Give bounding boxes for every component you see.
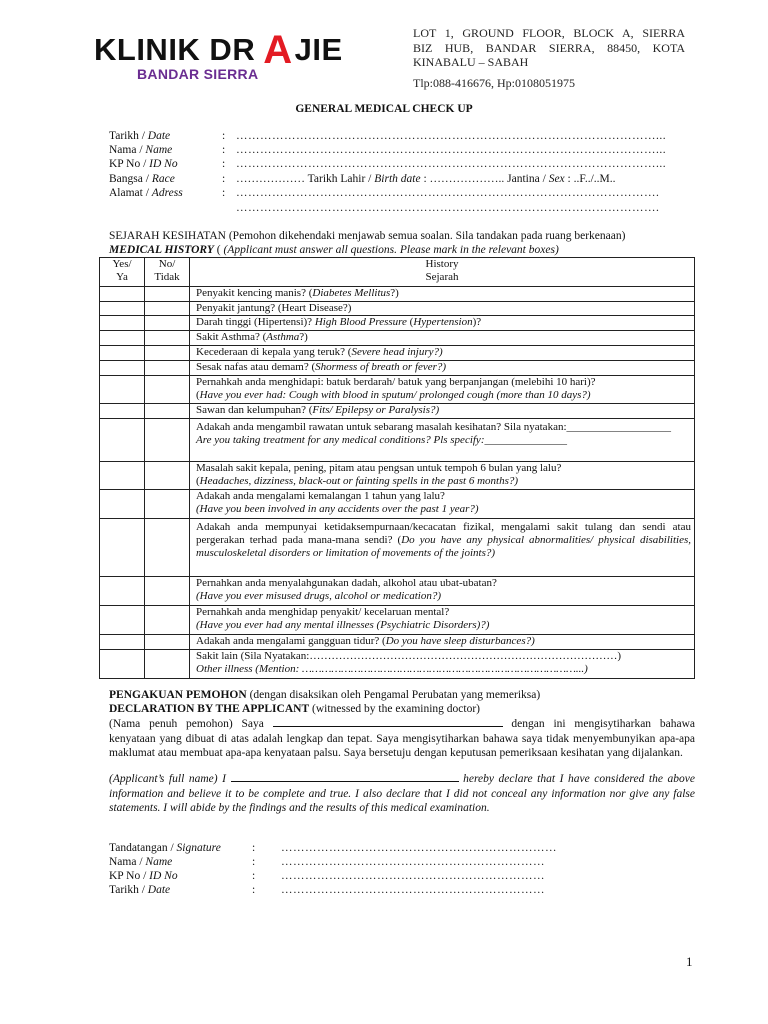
field-race-label: Bangsa / Race [109, 173, 175, 185]
yes-checkbox[interactable] [100, 376, 145, 404]
yes-checkbox[interactable] [100, 346, 145, 361]
no-checkbox[interactable] [145, 287, 190, 302]
field-birth-date-input[interactable]: : ……………….. [420, 173, 508, 185]
no-checkbox[interactable] [145, 606, 190, 635]
question-other-illness: Sakit lain (Sila Nyatakan:…………………………………………………………………………) Other illness (Mention: …………………………………………………………………………...) [190, 650, 695, 679]
signature-id-row[interactable]: KP No / ID No : ………………………………………………………… [109, 870, 545, 882]
address-line-2: BIZ HUB, BANDAR SIERRA, 88450, KOTA [413, 40, 685, 55]
logo-subtitle: BANDAR SIERRA [137, 66, 259, 82]
yes-checkbox[interactable] [100, 650, 145, 679]
yes-checkbox[interactable] [100, 287, 145, 302]
no-checkbox[interactable] [145, 361, 190, 376]
question-headaches: Masalah sakit kepala, pening, pitam atau pengsan untuk tempoh 6 bulan yang lalu? (Headaches, dizziness, black-out or fainting spells in the past 6 months?) [190, 462, 695, 490]
no-checkbox[interactable] [145, 577, 190, 606]
signature-label: Tandatangan / Signature [109, 842, 221, 854]
yes-checkbox[interactable] [100, 577, 145, 606]
question-accidents: Adakah anda mengalami kemalangan 1 tahun yang lalu? (Have you been involved in any accidents over the past 1 year?) [190, 490, 695, 519]
question-cough: Pernahkah anda menghidapi: batuk berdarah/ batuk yang berpanjangan (melebihi 10 hari)? (Have you ever had: Cough with blood in sputum/ prolonged cough (more than 10 days?) [190, 376, 695, 404]
question-head-injury: Kecederaan di kepala yang teruk? (Severe head injury?) [190, 346, 695, 361]
signature-date-input[interactable]: ………………………………………………………… [281, 884, 545, 896]
question-asthma: Sakit Asthma? (Asthma?) [190, 331, 695, 346]
yes-checkbox[interactable] [100, 302, 145, 316]
declaration-text-ms: (Nama penuh pemohon) Saya dengan ini mengisytiharkan bahawa kenyataan yang dibuat di atas adalah lengkap dan tepat. Saya mengisytiharkan bahawa saya tidak menyembunyikan apa-apa maklumat atau membuat apa-apa kenyataan palsu. Saya bersetuju dengan keputusan pemeriksaan kesihatan yang dijalankan. [109, 718, 695, 759]
form-title: GENERAL MEDICAL CHECK UP [295, 103, 473, 115]
table-row [100, 577, 695, 606]
no-checkbox[interactable] [145, 346, 190, 361]
no-checkbox[interactable] [145, 519, 190, 577]
clinic-address [413, 26, 685, 70]
medical-history-table [99, 257, 695, 679]
table-row [100, 346, 695, 361]
yes-checkbox[interactable] [100, 404, 145, 419]
field-id-label: KP No / ID No [109, 158, 178, 170]
table-row [100, 316, 695, 331]
table-row [100, 650, 695, 679]
signature-date-row[interactable]: Tarikh / Date : ………………………………………………………… [109, 884, 545, 896]
address-line-1: LOT 1, GROUND FLOOR, BLOCK A, SIERRA [413, 26, 685, 40]
table-header-row [100, 258, 695, 287]
full-name-input-en[interactable] [231, 771, 459, 782]
question-breath-fever: Sesak nafas atau demam? (Shormess of breath or fever?) [190, 361, 695, 376]
yes-checkbox[interactable] [100, 361, 145, 376]
field-race-birth-sex[interactable]: ……………… Tarikh Lahir / Birth date : ……………….. Jantina / Sex : ..F../..M.. [236, 173, 616, 185]
field-address-input[interactable]: ……………………………………………………………………………………………. [236, 187, 660, 199]
field-date-label: Tarikh / Date [109, 130, 171, 142]
question-physical-abnormalities: Adakah anda mempunyai ketidaksempurnaan/kecacatan fizikal, mengalami sakit tulang dan sendi atau pergerakan terhad pada mana-mana sendi? (Do you have any physical abnormalities/ physical disabilities, musculoskeletal disorders or limitation of movements of the joints?) [190, 519, 695, 577]
signature-id-input[interactable]: ………………………………………………………… [281, 870, 545, 882]
field-address-input-2[interactable]: ……………………………………………………………………………………………. [236, 202, 660, 214]
signature-name-row[interactable]: Nama / Name : ………………………………………………………… [109, 856, 545, 868]
declaration-heading-en: DECLARATION BY THE APPLICANT (witnessed by the examining doctor) [109, 703, 480, 715]
field-address-label: Alamat / Adress [109, 187, 183, 199]
no-checkbox[interactable] [145, 462, 190, 490]
table-row [100, 635, 695, 650]
table-row [100, 376, 695, 404]
no-checkbox[interactable] [145, 419, 190, 462]
yes-checkbox[interactable] [100, 419, 145, 462]
table-row [100, 490, 695, 519]
no-checkbox[interactable] [145, 404, 190, 419]
no-checkbox[interactable] [145, 302, 190, 316]
no-checkbox[interactable] [145, 635, 190, 650]
table-row [100, 462, 695, 490]
field-sex-input[interactable]: : ..F../..M.. [564, 173, 616, 185]
logo-letter-a: A [263, 28, 293, 72]
question-sleep: Adakah anda mengalami gangguan tidur? (Do you have sleep disturbances?) [190, 635, 695, 650]
question-diabetes: Penyakit kencing manis? (Diabetes Mellitus?) [190, 287, 695, 302]
clinic-phone: Tlp:088-416676, Hp:0108051975 [413, 76, 575, 90]
signature-name-input[interactable]: ………………………………………………………… [281, 856, 545, 868]
column-history: History Sejarah [190, 258, 695, 287]
table-row [100, 287, 695, 302]
question-treatment: Adakah anda mengambil rawatan untuk sebarang masalah kesihatan? Sila nyatakan:___________________ Are you taking treatment for any medical conditions? Pls specify:_______________ [190, 419, 695, 462]
table-row [100, 404, 695, 419]
history-heading-ms: SEJARAH KESIHATAN (Pemohon dikehendaki menjawab semua soalan. Sila tandakan pada ruang berkenaan) [109, 230, 626, 242]
question-drugs-alcohol: Pernahkan anda menyalahgunakan dadah, alkohol atau ubat-ubatan? (Have you ever misused drugs, alcohol or medication?) [190, 577, 695, 606]
field-race-input[interactable]: ……………… [236, 173, 308, 185]
yes-checkbox[interactable] [100, 331, 145, 346]
table-row [100, 419, 695, 462]
field-id-input[interactable]: ……………………………………………………………………………………………... [236, 158, 667, 170]
address-line-3: KINABALU – SABAH [413, 55, 529, 69]
signature-name-label: Nama / Name [109, 856, 173, 868]
table-row [100, 606, 695, 635]
declaration-text-en: (Applicant’s full name) I hereby declare that I have considered the above information and believe it to be complete and true. I also declare that I did not conceal any information nor give any false statements. I will abide by the findings and the results of this medical examination. [109, 773, 695, 814]
yes-checkbox[interactable] [100, 462, 145, 490]
column-no: No/ Tidak [145, 258, 190, 287]
field-name-label: Nama / Name [109, 144, 173, 156]
yes-checkbox[interactable] [100, 490, 145, 519]
declaration-heading-ms: PENGAKUAN PEMOHON (dengan disaksikan oleh Pengamal Perubatan yang memeriksa) [109, 689, 541, 701]
question-fits-epilepsy: Sawan dan kelumpuhan? (Fits/ Epilepsy or Paralysis?) [190, 404, 695, 419]
field-name-input[interactable]: ……………………………………………………………………………………………... [236, 144, 667, 156]
column-yes: Yes/ Ya [100, 258, 145, 287]
logo-text-left: KLINIK DR [94, 32, 256, 67]
table-row [100, 331, 695, 346]
page-number: 1 [686, 954, 693, 969]
table-row [100, 519, 695, 577]
yes-checkbox[interactable] [100, 635, 145, 650]
history-heading-en: MEDICAL HISTORY ( (Applicant must answer all questions. Please mark in the relevant boxes) [109, 244, 559, 256]
clinic-logo [94, 28, 343, 72]
no-checkbox[interactable] [145, 376, 190, 404]
signature-date-label: Tarikh / Date [109, 884, 171, 896]
question-hypertension: Darah tinggi (Hipertensi)? High Blood Pressure (Hypertension)? [190, 316, 695, 331]
field-date-input[interactable]: ……………………………………………………………………………………………... [236, 130, 667, 142]
logo-text-right: JIE [294, 32, 343, 67]
table-row [100, 361, 695, 376]
question-heart-disease: Penyakit jantung? (Heart Disease?) [190, 302, 695, 316]
signature-row[interactable]: Tandatangan / Signature : …………………………………………………………… [109, 842, 557, 854]
signature-input[interactable]: …………………………………………………………… [281, 842, 557, 854]
yes-checkbox[interactable] [100, 519, 145, 577]
no-checkbox[interactable] [145, 650, 190, 679]
full-name-input-ms[interactable] [273, 716, 503, 727]
no-checkbox[interactable] [145, 316, 190, 331]
question-mental-illness: Pernahkah anda menghidap penyakit/ kecelaruan mental? (Have you ever had any mental illnesses (Psychiatric Disorders)?) [190, 606, 695, 635]
table-row [100, 302, 695, 316]
no-checkbox[interactable] [145, 490, 190, 519]
yes-checkbox[interactable] [100, 316, 145, 331]
no-checkbox[interactable] [145, 331, 190, 346]
yes-checkbox[interactable] [100, 606, 145, 635]
signature-id-label: KP No / ID No [109, 870, 178, 882]
